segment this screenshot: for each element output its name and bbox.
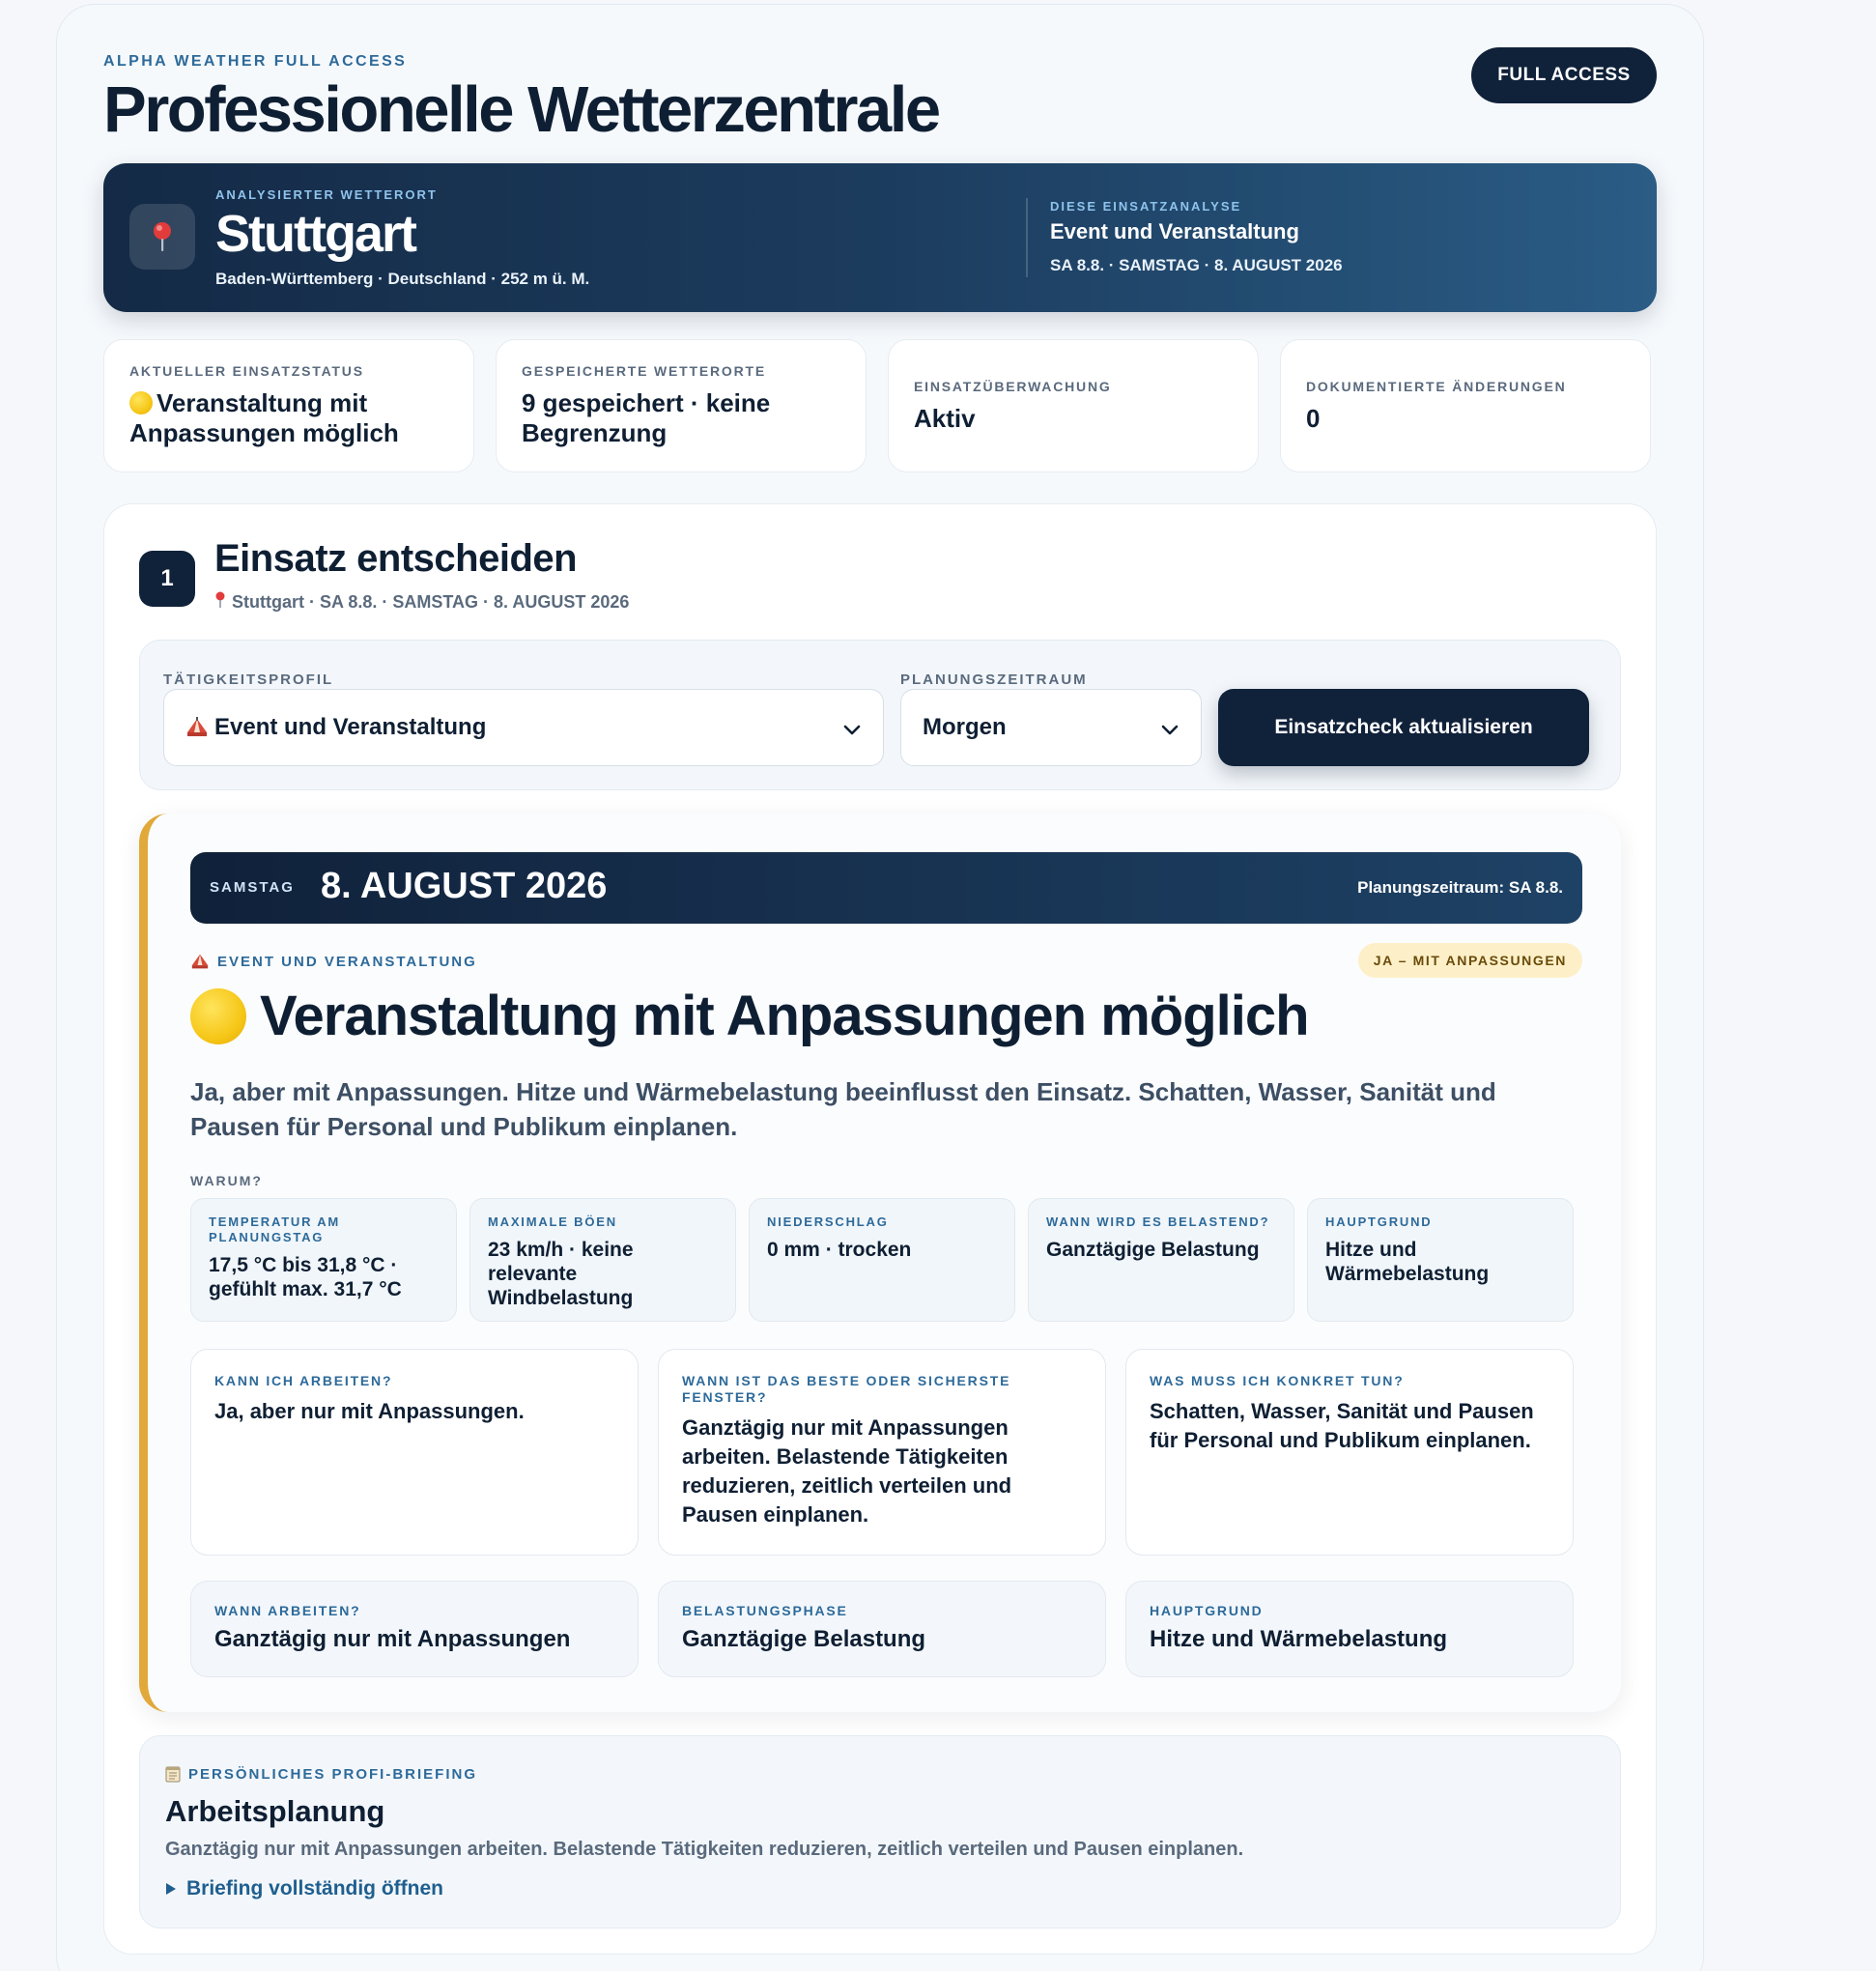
briefing-eyebrow <box>165 1765 477 1783</box>
briefing-eyebrow-text: PERSÖNLICHES PROFI-BRIEFING <box>188 1765 478 1783</box>
verdict-title <box>190 984 1309 1048</box>
profile-select-value: Event und Veranstaltung <box>214 714 487 740</box>
why-card-value: 23 km/h · keine relevante Windbelastung <box>488 1239 634 1309</box>
notepad-icon <box>165 1765 181 1783</box>
location-city: Stuttgart <box>215 205 415 263</box>
why-card-precipitation <box>749 1198 1015 1322</box>
triangle-right-icon <box>165 1882 177 1896</box>
qa-card-label: WAS MUSS ICH KONKRET TUN? <box>1150 1373 1405 1388</box>
analysis-date: SA 8.8. · SAMSTAG · 8. AUGUST 2026 <box>1050 256 1343 274</box>
stat-label: DOKUMENTIERTE ÄNDERUNGEN <box>1306 378 1567 394</box>
update-check-button[interactable]: Einsatzcheck aktualisieren <box>1218 689 1589 766</box>
summary-card-value: Hitze und Wärmebelastung <box>1150 1626 1448 1652</box>
qa-card-label: KANN ICH ARBEITEN? <box>214 1373 393 1388</box>
date-full: 8. AUGUST 2026 <box>321 866 608 906</box>
stat-card-changes <box>1280 339 1651 472</box>
analysis-eyebrow: DIESE EINSATZANALYSE <box>1050 199 1242 214</box>
summary-card-label: HAUPTGRUND <box>1150 1603 1264 1618</box>
period-select[interactable] <box>900 689 1202 766</box>
analysis-title: Event und Veranstaltung <box>1050 219 1299 243</box>
stat-value: 9 gespeichert · keine Begrenzung <box>522 388 771 447</box>
chevron-down-icon <box>842 717 862 744</box>
stat-card-status <box>103 339 474 472</box>
stat-value: Aktiv <box>914 403 976 433</box>
banner-divider <box>1026 198 1028 277</box>
section-subtitle <box>214 591 629 614</box>
planning-range: Planungszeitraum: SA 8.8. <box>1357 878 1563 897</box>
qa-card-value: Schatten, Wasser, Sanität und Pausen für Personal und Publikum einplanen. <box>1150 1399 1534 1452</box>
summary-card-when-work <box>190 1581 639 1677</box>
qa-card-best-window <box>658 1349 1106 1556</box>
qa-card-value: Ja, aber nur mit Anpassungen. <box>214 1399 525 1423</box>
step-badge: 1 <box>139 551 195 607</box>
verdict-badge: JA – MIT ANPASSUNGEN <box>1358 943 1582 978</box>
section-subtitle-text: Stuttgart · SA 8.8. · SAMSTAG · 8. AUGUST 2026 <box>232 592 630 612</box>
qa-card-label: WANN IST DAS BESTE ODER SICHERSTE FENSTER? <box>682 1373 1011 1405</box>
summary-card-label: BELASTUNGSPHASE <box>682 1603 848 1618</box>
yellow-circle-icon <box>129 391 153 414</box>
location-banner <box>103 163 1657 312</box>
profile-label: TÄTIGKEITSPROFIL <box>163 671 334 688</box>
briefing-link-text: Briefing vollständig öffnen <box>186 1877 443 1900</box>
stat-value-text: Veranstaltung mit Anpassungen möglich <box>129 388 399 447</box>
why-card-label: HAUPTGRUND <box>1325 1214 1433 1229</box>
verdict-description: Ja, aber mit Anpassungen. Hitze und Wärmebelastung beeinflusst den Einsatz. Schatten, Wasser, Sanität und Pausen für Personal und Publikum einplanen. <box>190 1077 1496 1141</box>
section-title: Einsatz entscheiden <box>214 537 578 580</box>
why-card-label: NIEDERSCHLAG <box>767 1214 889 1229</box>
summary-card-label: WANN ARBEITEN? <box>214 1603 361 1618</box>
result-card <box>139 814 1621 1712</box>
qa-card-what-to-do <box>1125 1349 1574 1556</box>
qa-card-can-work <box>190 1349 639 1556</box>
qa-card-value: Ganztägig nur mit Anpassungen arbeiten. Belastende Tätigkeiten reduzieren, zeitlich verteilen und Pausen einplanen. <box>682 1415 1012 1527</box>
map-pin-icon <box>129 204 195 270</box>
summary-card-value: Ganztägig nur mit Anpassungen <box>214 1626 571 1652</box>
why-card-label: TEMPERATUR AM PLANUNGSTAG <box>209 1214 341 1244</box>
profile-select[interactable] <box>163 689 884 766</box>
stat-value <box>129 388 448 448</box>
why-card-temperature <box>190 1198 457 1322</box>
why-card-main-reason <box>1307 1198 1574 1322</box>
result-profile <box>190 953 477 970</box>
why-card-when-stressful <box>1028 1198 1294 1322</box>
why-card-value: Ganztägige Belastung <box>1046 1239 1260 1261</box>
stat-card-monitoring <box>888 339 1259 472</box>
stat-value: 0 <box>1306 403 1321 433</box>
why-card-label: MAXIMALE BÖEN <box>488 1214 617 1229</box>
date-day: SAMSTAG <box>210 879 295 896</box>
briefing-title: Arbeitsplanung <box>165 1794 385 1828</box>
page-title: Professionelle Wetterzentrale <box>103 73 939 146</box>
location-eyebrow: ANALYSIERTER WETTERORT <box>215 187 438 202</box>
chevron-down-icon <box>1160 717 1180 744</box>
app-panel <box>56 4 1704 1971</box>
result-profile-text: EVENT UND VERANSTALTUNG <box>217 953 477 970</box>
circus-tent-icon <box>190 953 210 970</box>
why-card-label: WANN WIRD ES BELASTEND? <box>1046 1214 1270 1229</box>
why-card-value: Hitze und Wärmebelastung <box>1325 1239 1490 1285</box>
stat-label: GESPEICHERTE WETTERORTE <box>522 363 766 379</box>
period-select-value: Morgen <box>923 714 1007 740</box>
why-card-gusts <box>469 1198 736 1322</box>
yellow-circle-icon <box>190 988 246 1044</box>
circus-tent-icon <box>185 717 209 738</box>
map-pin-icon <box>214 591 226 614</box>
briefing-text: Ganztägig nur mit Anpassungen arbeiten. Belastende Tätigkeiten reduzieren, zeitlich verteilen und Pausen einplanen. <box>165 1839 1244 1860</box>
briefing-panel <box>139 1735 1621 1928</box>
planning-form <box>139 640 1621 790</box>
why-card-value: 0 mm · trocken <box>767 1239 912 1261</box>
verdict-title-text: Veranstaltung mit Anpassungen möglich <box>260 985 1309 1047</box>
decision-section <box>103 503 1657 1955</box>
period-label: PLANUNGSZEITRAUM <box>900 671 1088 688</box>
briefing-expand-toggle[interactable] <box>165 1877 443 1900</box>
summary-card-main-reason <box>1125 1581 1574 1677</box>
summary-card-stress-phase <box>658 1581 1106 1677</box>
stat-label: AKTUELLER EINSATZSTATUS <box>129 363 364 379</box>
why-label: WARUM? <box>190 1173 263 1188</box>
why-card-value: 17,5 °C bis 31,8 °C · gefühlt max. 31,7 °C <box>209 1254 402 1300</box>
stat-card-saved-locations <box>496 339 867 472</box>
date-bar <box>190 852 1582 924</box>
summary-card-value: Ganztägige Belastung <box>682 1626 926 1652</box>
brand-eyebrow: ALPHA WEATHER FULL ACCESS <box>103 53 408 70</box>
location-region: Baden-Württemberg · Deutschland · 252 m ü. M. <box>215 270 590 288</box>
full-access-button[interactable]: FULL ACCESS <box>1471 47 1657 103</box>
stat-label: EINSATZÜBERWACHUNG <box>914 378 1112 394</box>
